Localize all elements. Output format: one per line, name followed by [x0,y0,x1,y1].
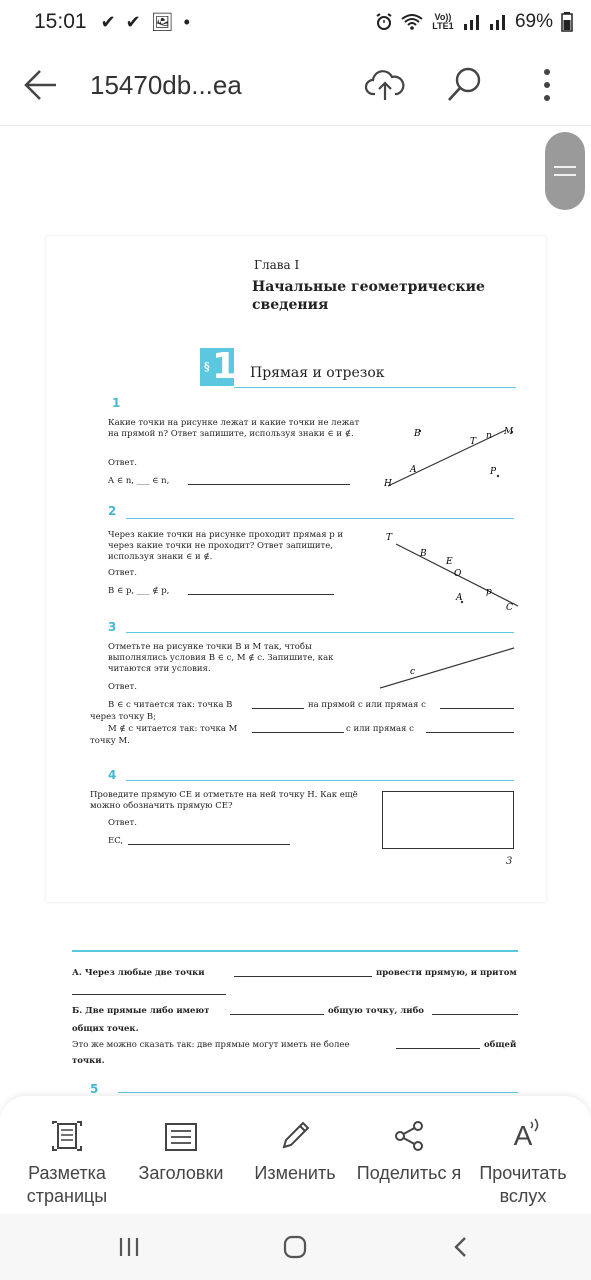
figure-label: O [454,569,462,579]
statement-b-mid: общую точку, либо [328,1006,424,1016]
blank-line [72,986,226,995]
wifi-icon [401,13,423,31]
dot-icon: • [183,11,190,32]
share-button[interactable] [350,1118,468,1185]
answer-label: Ответ. [108,568,137,578]
blank-line [230,1006,324,1015]
task-text: Какие точки на рисунке лежат и какие точки не лежат на прямой n? Ответ запишите, используя знаки ∈ и ∉. [108,418,360,439]
app-bar [0,44,591,126]
statement-c-last: точки. [72,1056,105,1066]
blank-line [234,968,372,977]
divider [126,632,514,633]
bottom-toolbar [0,1096,591,1214]
status-time: 15:01 [34,10,87,33]
task-text: Через какие точки на рисунке проходит прямая p и через какие точки не проходит? Ответ запишите, используя знаки ∈ и ∉. [108,530,344,562]
read-aloud-icon: A [505,1118,541,1154]
task-number: 3 [108,620,117,634]
figure-label: T [470,437,477,447]
answer-text: M ∉ c читается так: точка M [108,724,238,734]
figure-label: A [456,593,463,603]
divider [118,1092,518,1093]
page-layout-icon [49,1118,85,1154]
back-icon[interactable] [446,1232,476,1262]
task-number: 2 [108,504,117,518]
figure-label: P [490,467,497,477]
statement-a-end: провести прямую, и притом [376,968,517,978]
chapter-title: Начальные геометрические сведения [252,279,485,313]
cloud-upload-icon[interactable] [364,64,406,106]
battery-icon [561,12,573,32]
figure-2 [382,528,522,612]
paragraph-number: 1 [212,346,238,387]
answer-label: Ответ. [108,682,137,692]
read-aloud-button[interactable] [464,1118,582,1208]
figure-label: p [486,587,492,597]
blank-line [432,1006,518,1015]
figure-label: C [506,603,513,612]
edit-button[interactable] [236,1118,354,1185]
alarm-icon [375,13,393,31]
statement-c-end: общей [484,1040,517,1050]
system-nav-bar [0,1214,591,1280]
share-label: Поделитьс я [356,1163,462,1183]
statement-a: А. Через любые две точки [72,968,205,978]
statement-b: Б. Две прямые либо имеют [72,1006,210,1016]
check-icon: ✔ [125,11,141,32]
task-number: 1 [112,396,121,410]
home-icon[interactable] [280,1232,310,1262]
recent-apps-icon[interactable] [114,1232,144,1262]
check-icon: ✔ [100,11,116,32]
paragraph-sign: § [204,360,210,373]
divider [234,387,516,388]
answer-label: Ответ. [108,818,137,828]
document-title: 15470db...ea [90,70,242,100]
answer-text: B ∈ c читается так: точка B [108,700,233,710]
answer-text: точку M. [90,736,130,746]
figure-label: T [386,533,393,543]
pencil-icon [277,1118,313,1154]
network-label: Vo)) LTE1 [432,12,454,31]
answer-line: EC, [108,836,124,846]
drawing-box [382,791,514,849]
blank-line [440,700,514,709]
signal-icon [463,14,481,30]
answer-label: Ответ. [108,458,137,468]
fast-scroll-handle[interactable] [545,132,585,210]
statement-b-end: общих точек. [72,1024,139,1034]
figure-3 [376,642,518,692]
figure-label: B [420,549,427,559]
page-layout-label: Разметка страницы [26,1163,108,1206]
task-number: 4 [108,768,117,782]
divider [72,950,518,952]
answer-text: с или прямая c [346,724,414,734]
gallery-icon: 🖼 [150,11,174,32]
document-page [46,236,546,902]
task-text: Отметьте на рисунке точки B и M так, чтобы выполнялись условия B ∈ c, M ∉ c. Запишите, как читаются эти условия. [108,642,334,674]
status-right [375,11,573,33]
blank-line [396,1040,480,1049]
read-aloud-label: Прочитать вслух [479,1163,567,1206]
chapter-label: Глава I [254,258,300,272]
notification-icons [101,12,190,33]
blank-line [128,836,290,845]
headings-button[interactable] [122,1118,240,1185]
divider [126,780,514,781]
page-number: 3 [506,856,513,867]
figure-label: A [410,465,417,475]
share-icon [391,1118,427,1154]
figure-label: E [446,557,453,567]
figure-1 [382,424,522,494]
figure-label: c [410,667,416,677]
figure-label: M [504,427,514,437]
statement-c: Это же можно сказать так: две прямые могут иметь не более [72,1040,350,1050]
search-icon[interactable] [444,64,486,106]
blank-line [252,724,344,733]
figure-label: H [384,479,392,489]
page-layout-button[interactable] [8,1118,126,1208]
section-title: Прямая и отрезок [250,365,385,381]
figure-label: n [486,431,492,441]
document-page-2 [46,926,546,1116]
arrow-left-icon[interactable] [22,68,60,102]
signal-icon [489,14,507,30]
answer-text: через точку B; [90,712,157,722]
blank-line [188,476,350,485]
battery-level: 69% [514,11,553,32]
task-number: 5 [90,1082,99,1096]
blank-line [252,700,304,709]
blank-line [188,586,334,595]
edit-label: Изменить [254,1163,336,1183]
status-bar [0,0,591,44]
headings-label: Заголовки [138,1163,224,1183]
blank-line [426,724,514,733]
more-vert-icon[interactable] [526,64,568,106]
divider [126,518,514,519]
figure-label: B [414,429,421,439]
answer-line: B ∈ p, ___ ∉ p, [108,586,170,596]
task-text: Проведите прямую CE и отметьте на ней точку H. Как ещё можно обозначить прямую CE? [90,790,358,811]
answer-text: на прямой c или прямая c [308,700,426,710]
headings-icon [163,1118,199,1154]
paragraph-badge [200,346,238,387]
answer-line: A ∈ n, ___ ∈ n, [108,476,170,486]
